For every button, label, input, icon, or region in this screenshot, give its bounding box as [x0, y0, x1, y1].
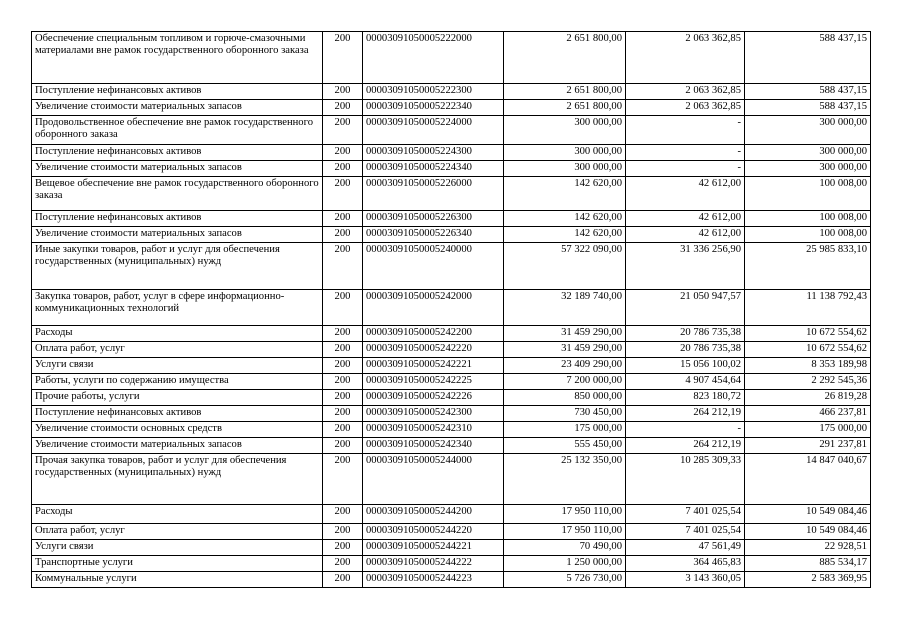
row-budget-code-cell: 00003091050005242340	[363, 438, 504, 454]
row-executed-amount-cell: 47 561,49	[626, 540, 745, 556]
row-name-cell: Работы, услуги по содержанию имущества	[32, 374, 323, 390]
table-row	[32, 326, 871, 342]
row-code-cell: 200	[323, 540, 363, 556]
row-name-cell: Поступление нефинансовых активов	[32, 211, 323, 227]
row-code-cell: 200	[323, 326, 363, 342]
row-unexecuted-amount-cell: 588 437,15	[745, 100, 871, 116]
row-budget-code-cell: 00003091050005242220	[363, 342, 504, 358]
table-row	[32, 145, 871, 161]
row-executed-amount-cell: 823 180,72	[626, 390, 745, 406]
row-name-cell: Увеличение стоимости материальных запасов	[32, 438, 323, 454]
row-budget-code-cell: 00003091050005244221	[363, 540, 504, 556]
row-unexecuted-amount-cell: 588 437,15	[745, 84, 871, 100]
table-row	[32, 358, 871, 374]
row-name-cell: Поступление нефинансовых активов	[32, 84, 323, 100]
row-name-cell: Прочая закупка товаров, работ и услуг для обеспечения государственных (муниципальных) нужд	[32, 454, 323, 505]
row-name-cell: Коммунальные услуги	[32, 572, 323, 588]
row-executed-amount-cell: 15 056 100,02	[626, 358, 745, 374]
row-unexecuted-amount-cell: 100 008,00	[745, 211, 871, 227]
row-code-cell: 200	[323, 100, 363, 116]
row-code-cell: 200	[323, 422, 363, 438]
table-row	[32, 438, 871, 454]
table-row	[32, 177, 871, 211]
table-row	[32, 227, 871, 243]
row-budget-code-cell: 00003091050005244220	[363, 524, 504, 540]
table-row	[32, 572, 871, 588]
row-approved-amount-cell: 300 000,00	[504, 145, 626, 161]
table-row	[32, 290, 871, 326]
row-name-cell: Транспортные услуги	[32, 556, 323, 572]
table-row	[32, 540, 871, 556]
row-approved-amount-cell: 32 189 740,00	[504, 290, 626, 326]
row-code-cell: 200	[323, 32, 363, 84]
row-unexecuted-amount-cell: 291 237,81	[745, 438, 871, 454]
row-approved-amount-cell: 70 490,00	[504, 540, 626, 556]
row-code-cell: 200	[323, 505, 363, 524]
row-code-cell: 200	[323, 358, 363, 374]
row-name-cell: Увеличение стоимости материальных запасов	[32, 100, 323, 116]
row-budget-code-cell: 00003091050005242200	[363, 326, 504, 342]
row-approved-amount-cell: 2 651 800,00	[504, 32, 626, 84]
table-row	[32, 556, 871, 572]
row-executed-amount-cell: 42 612,00	[626, 177, 745, 211]
row-code-cell: 200	[323, 572, 363, 588]
table-row	[32, 116, 871, 145]
row-executed-amount-cell: 364 465,83	[626, 556, 745, 572]
row-executed-amount-cell: 10 285 309,33	[626, 454, 745, 505]
table-row	[32, 390, 871, 406]
row-unexecuted-amount-cell: 10 549 084,46	[745, 524, 871, 540]
row-approved-amount-cell: 31 459 290,00	[504, 342, 626, 358]
row-approved-amount-cell: 57 322 090,00	[504, 243, 626, 290]
table-row	[32, 32, 871, 84]
row-code-cell: 200	[323, 390, 363, 406]
row-unexecuted-amount-cell: 300 000,00	[745, 161, 871, 177]
table-row	[32, 406, 871, 422]
row-executed-amount-cell: 7 401 025,54	[626, 505, 745, 524]
budget-table-body	[32, 32, 871, 588]
row-approved-amount-cell: 7 200 000,00	[504, 374, 626, 390]
row-name-cell: Поступление нефинансовых активов	[32, 145, 323, 161]
row-approved-amount-cell: 300 000,00	[504, 161, 626, 177]
row-code-cell: 200	[323, 243, 363, 290]
row-code-cell: 200	[323, 342, 363, 358]
budget-table	[31, 31, 871, 588]
row-unexecuted-amount-cell: 22 928,51	[745, 540, 871, 556]
row-name-cell: Оплата работ, услуг	[32, 524, 323, 540]
row-name-cell: Продовольственное обеспечение вне рамок государственного оборонного заказа	[32, 116, 323, 145]
row-budget-code-cell: 00003091050005226300	[363, 211, 504, 227]
row-executed-amount-cell: 20 786 735,38	[626, 326, 745, 342]
row-approved-amount-cell: 2 651 800,00	[504, 100, 626, 116]
row-code-cell: 200	[323, 454, 363, 505]
row-code-cell: 200	[323, 211, 363, 227]
table-row	[32, 161, 871, 177]
row-code-cell: 200	[323, 438, 363, 454]
row-budget-code-cell: 00003091050005222340	[363, 100, 504, 116]
row-name-cell: Вещевое обеспечение вне рамок государственного оборонного заказа	[32, 177, 323, 211]
row-budget-code-cell: 00003091050005242226	[363, 390, 504, 406]
row-approved-amount-cell: 2 651 800,00	[504, 84, 626, 100]
row-name-cell: Услуги связи	[32, 358, 323, 374]
row-executed-amount-cell: 20 786 735,38	[626, 342, 745, 358]
row-unexecuted-amount-cell: 100 008,00	[745, 227, 871, 243]
table-row	[32, 84, 871, 100]
row-approved-amount-cell: 142 620,00	[504, 177, 626, 211]
row-executed-amount-cell: 3 143 360,05	[626, 572, 745, 588]
table-row	[32, 374, 871, 390]
table-row	[32, 211, 871, 227]
row-code-cell: 200	[323, 556, 363, 572]
table-row	[32, 342, 871, 358]
row-budget-code-cell: 00003091050005224300	[363, 145, 504, 161]
row-unexecuted-amount-cell: 885 534,17	[745, 556, 871, 572]
row-unexecuted-amount-cell: 300 000,00	[745, 145, 871, 161]
table-row	[32, 505, 871, 524]
row-executed-amount-cell: 7 401 025,54	[626, 524, 745, 540]
row-approved-amount-cell: 17 950 110,00	[504, 524, 626, 540]
row-approved-amount-cell: 25 132 350,00	[504, 454, 626, 505]
table-row	[32, 524, 871, 540]
row-approved-amount-cell: 23 409 290,00	[504, 358, 626, 374]
row-code-cell: 200	[323, 145, 363, 161]
row-approved-amount-cell: 555 450,00	[504, 438, 626, 454]
row-code-cell: 200	[323, 374, 363, 390]
row-unexecuted-amount-cell: 175 000,00	[745, 422, 871, 438]
row-name-cell: Оплата работ, услуг	[32, 342, 323, 358]
row-name-cell: Увеличение стоимости материальных запасов	[32, 227, 323, 243]
row-executed-amount-cell: 264 212,19	[626, 406, 745, 422]
row-name-cell: Поступление нефинансовых активов	[32, 406, 323, 422]
row-executed-amount-cell: -	[626, 161, 745, 177]
row-budget-code-cell: 00003091050005222000	[363, 32, 504, 84]
row-executed-amount-cell: 31 336 256,90	[626, 243, 745, 290]
row-unexecuted-amount-cell: 10 672 554,62	[745, 342, 871, 358]
row-name-cell: Обеспечение специальным топливом и горюче-смазочными материалами вне рамок государственного оборонного заказа	[32, 32, 323, 84]
row-budget-code-cell: 00003091050005224340	[363, 161, 504, 177]
row-name-cell: Иные закупки товаров, работ и услуг для обеспечения государственных (муниципальных) нужд	[32, 243, 323, 290]
row-approved-amount-cell: 31 459 290,00	[504, 326, 626, 342]
row-unexecuted-amount-cell: 300 000,00	[745, 116, 871, 145]
row-budget-code-cell: 00003091050005222300	[363, 84, 504, 100]
row-unexecuted-amount-cell: 2 292 545,36	[745, 374, 871, 390]
row-code-cell: 200	[323, 406, 363, 422]
row-code-cell: 200	[323, 290, 363, 326]
row-unexecuted-amount-cell: 588 437,15	[745, 32, 871, 84]
row-budget-code-cell: 00003091050005244200	[363, 505, 504, 524]
row-name-cell: Увеличение стоимости основных средств	[32, 422, 323, 438]
row-name-cell: Прочие работы, услуги	[32, 390, 323, 406]
row-executed-amount-cell: 2 063 362,85	[626, 32, 745, 84]
row-approved-amount-cell: 17 950 110,00	[504, 505, 626, 524]
row-budget-code-cell: 00003091050005242000	[363, 290, 504, 326]
row-unexecuted-amount-cell: 10 672 554,62	[745, 326, 871, 342]
table-row	[32, 422, 871, 438]
row-executed-amount-cell: 42 612,00	[626, 227, 745, 243]
row-approved-amount-cell: 1 250 000,00	[504, 556, 626, 572]
table-row	[32, 243, 871, 290]
row-budget-code-cell: 00003091050005224000	[363, 116, 504, 145]
row-executed-amount-cell: -	[626, 422, 745, 438]
row-code-cell: 200	[323, 177, 363, 211]
row-code-cell: 200	[323, 116, 363, 145]
row-unexecuted-amount-cell: 10 549 084,46	[745, 505, 871, 524]
row-unexecuted-amount-cell: 466 237,81	[745, 406, 871, 422]
row-budget-code-cell: 00003091050005240000	[363, 243, 504, 290]
row-unexecuted-amount-cell: 25 985 833,10	[745, 243, 871, 290]
row-code-cell: 200	[323, 524, 363, 540]
row-code-cell: 200	[323, 84, 363, 100]
table-row	[32, 454, 871, 505]
row-budget-code-cell: 00003091050005242310	[363, 422, 504, 438]
row-approved-amount-cell: 5 726 730,00	[504, 572, 626, 588]
row-unexecuted-amount-cell: 14 847 040,67	[745, 454, 871, 505]
row-executed-amount-cell: 4 907 454,64	[626, 374, 745, 390]
row-budget-code-cell: 00003091050005244000	[363, 454, 504, 505]
row-executed-amount-cell: 2 063 362,85	[626, 84, 745, 100]
row-name-cell: Расходы	[32, 326, 323, 342]
row-executed-amount-cell: 42 612,00	[626, 211, 745, 227]
row-name-cell: Закупка товаров, работ, услуг в сфере информационно-коммуникационных технологий	[32, 290, 323, 326]
row-unexecuted-amount-cell: 8 353 189,98	[745, 358, 871, 374]
row-unexecuted-amount-cell: 2 583 369,95	[745, 572, 871, 588]
row-budget-code-cell: 00003091050005226000	[363, 177, 504, 211]
row-budget-code-cell: 00003091050005242221	[363, 358, 504, 374]
row-unexecuted-amount-cell: 11 138 792,43	[745, 290, 871, 326]
row-executed-amount-cell: 264 212,19	[626, 438, 745, 454]
row-executed-amount-cell: 21 050 947,57	[626, 290, 745, 326]
row-code-cell: 200	[323, 227, 363, 243]
row-code-cell: 200	[323, 161, 363, 177]
row-approved-amount-cell: 142 620,00	[504, 211, 626, 227]
row-executed-amount-cell: -	[626, 145, 745, 161]
row-approved-amount-cell: 175 000,00	[504, 422, 626, 438]
row-approved-amount-cell: 850 000,00	[504, 390, 626, 406]
table-row	[32, 100, 871, 116]
row-approved-amount-cell: 300 000,00	[504, 116, 626, 145]
row-approved-amount-cell: 730 450,00	[504, 406, 626, 422]
row-executed-amount-cell: -	[626, 116, 745, 145]
row-name-cell: Расходы	[32, 505, 323, 524]
row-budget-code-cell: 00003091050005242300	[363, 406, 504, 422]
row-executed-amount-cell: 2 063 362,85	[626, 100, 745, 116]
row-name-cell: Увеличение стоимости материальных запасов	[32, 161, 323, 177]
row-approved-amount-cell: 142 620,00	[504, 227, 626, 243]
row-budget-code-cell: 00003091050005244222	[363, 556, 504, 572]
row-name-cell: Услуги связи	[32, 540, 323, 556]
row-unexecuted-amount-cell: 100 008,00	[745, 177, 871, 211]
row-budget-code-cell: 00003091050005226340	[363, 227, 504, 243]
row-budget-code-cell: 00003091050005244223	[363, 572, 504, 588]
row-unexecuted-amount-cell: 26 819,28	[745, 390, 871, 406]
row-budget-code-cell: 00003091050005242225	[363, 374, 504, 390]
